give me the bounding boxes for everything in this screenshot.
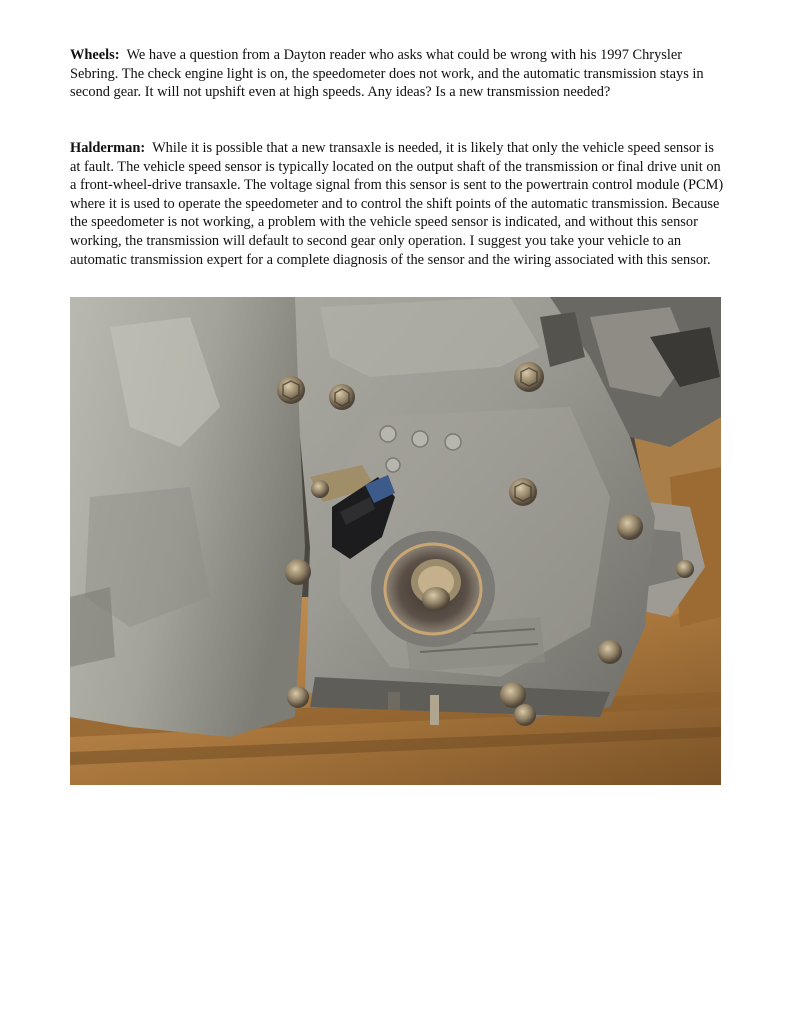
- question-text: We have a question from a Dayton reader who asks what could be wrong with his 1997 Chrysler Sebring. The check engine light is on, the speedometer does not work, and the automatic transmission stays in second gear. It will not upshift even at high speeds. Any ideas? Is a new transmission needed?: [70, 47, 704, 101]
- answer-text: While it is possible that a new transaxle is needed, it is likely that only the vehicle speed sensor is at fault. The vehicle speed sensor is typically located on the output shaft of the transmission or final drive unit on a front-wheel-drive transaxle. The voltage signal from this sensor is sent to the powertrain control module (PCM) where it is used to operate the speedometer and to control the shift points of the automatic transmission. Because the speedometer is not working, a problem with the vehicle speed sensor is indicated, and without this sensor working, the transmission will default to second gear only operation. I suggest you take your vehicle to an automatic transmission expert for a complete diagnosis of the sensor and the wiring associated with this sensor.: [70, 140, 724, 268]
- question-paragraph: [70, 46, 725, 102]
- speaker-label-halderman: Halderman:: [70, 140, 146, 156]
- transaxle-illustration: [70, 297, 721, 785]
- speaker-label-wheels: Wheels:: [70, 47, 120, 63]
- answer-paragraph: [70, 139, 725, 269]
- transaxle-photo: [70, 297, 721, 785]
